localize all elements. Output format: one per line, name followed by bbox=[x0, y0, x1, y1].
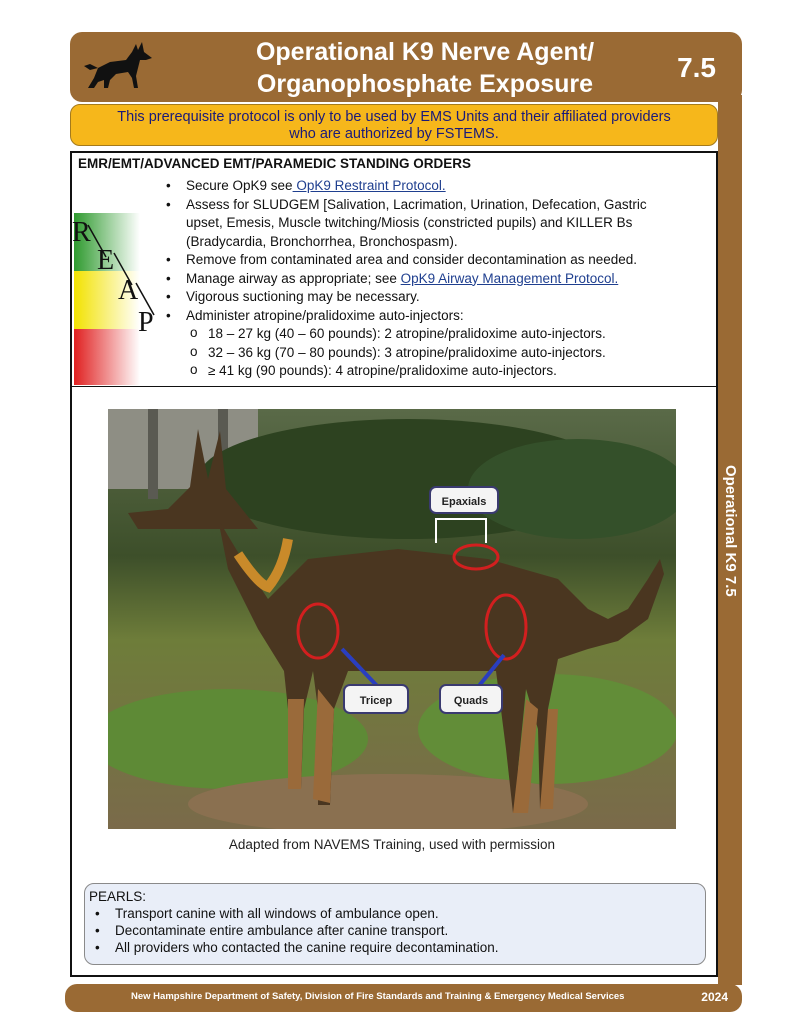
epaxials-label bbox=[430, 487, 498, 513]
footer-year: 2024 bbox=[701, 990, 728, 1004]
pearl-item: • Transport canine with all windows of ambulance open. bbox=[89, 905, 705, 922]
list-item: • Secure OpK9 see OpK9 Restraint Protocol. bbox=[164, 177, 684, 196]
dose-item: o 18 – 27 kg (40 – 60 pounds): 2 atropine/pralidoxime auto-injectors. bbox=[186, 325, 684, 344]
airway-protocol-link[interactable]: OpK9 Airway Management Protocol. bbox=[400, 270, 619, 286]
reap-level-icon bbox=[72, 219, 172, 349]
footer-text: New Hampshire Department of Safety, Division of Fire Standards and Training & Emergency Medical Services bbox=[131, 991, 625, 1002]
list-item: • Assess for SLUDGEM [Salivation, Lacrimation, Urination, Defecation, Gastric upset, Emesis, Muscle twitching/Miosis (constricted pupils) and KILLER Bs (Bradycardia, Bronchorrhea, Bronchospasm). bbox=[164, 196, 684, 252]
standing-orders-list bbox=[164, 177, 684, 381]
svg-text:Epaxials: Epaxials bbox=[441, 496, 487, 508]
tricep-label bbox=[344, 685, 408, 713]
footer-banner bbox=[65, 984, 742, 1012]
header-banner bbox=[70, 32, 742, 102]
section-divider bbox=[72, 386, 716, 387]
restraint-protocol-link[interactable]: OpK9 Restraint Protocol. bbox=[292, 178, 446, 193]
svg-text:Quads: Quads bbox=[453, 695, 489, 707]
reap-letter-a: A bbox=[118, 275, 139, 306]
k9-dog-silhouette-icon bbox=[80, 38, 160, 94]
protocol-number: 7.5 bbox=[677, 52, 716, 83]
svg-text:Tricep: Tricep bbox=[359, 695, 393, 707]
dose-item: o 32 – 36 kg (70 – 80 pounds): 3 atropine/pralidoxime auto-injectors. bbox=[186, 344, 684, 363]
protocol-content-box bbox=[70, 151, 718, 977]
reap-letter-r: R bbox=[72, 219, 91, 248]
pearl-item: • Decontaminate entire ambulance after canine transport. bbox=[89, 922, 705, 939]
dose-item: o ≥ 41 kg (90 pounds): 4 atropine/pralidoxime auto-injectors. bbox=[186, 362, 684, 381]
list-item: • Administer atropine/pralidoxime auto-injectors: bbox=[164, 307, 684, 326]
standing-orders-heading: EMR/EMT/ADVANCED EMT/PARAMEDIC STANDING ORDERS bbox=[78, 156, 472, 171]
list-item: • Vigorous suctioning may be necessary. bbox=[164, 288, 684, 307]
pearl-item: • All providers who contacted the canine require decontamination. bbox=[89, 939, 705, 956]
list-item: • Remove from contaminated area and consider decontamination as needed. bbox=[164, 251, 684, 270]
reap-letter-p: P bbox=[138, 307, 154, 338]
pearls-box bbox=[84, 883, 706, 965]
pearls-title: PEARLS: bbox=[89, 889, 147, 904]
page-title: Operational K9 Nerve Agent/ Organophosphate Exposure bbox=[255, 38, 595, 98]
quads-label bbox=[440, 685, 502, 713]
list-item: • Manage airway as appropriate; see OpK9 Airway Management Protocol. bbox=[164, 270, 684, 289]
dog-injection-sites-photo bbox=[108, 409, 676, 829]
authorization-notice: This prerequisite protocol is only to be used by EMS Units and their affiliated providers who are authorized by FSTEMS. bbox=[70, 104, 718, 146]
reap-letter-e: E bbox=[97, 245, 115, 276]
photo-caption: Adapted from NAVEMS Training, used with permission bbox=[228, 837, 556, 852]
side-label: Operational K9 7.5 bbox=[722, 465, 739, 597]
